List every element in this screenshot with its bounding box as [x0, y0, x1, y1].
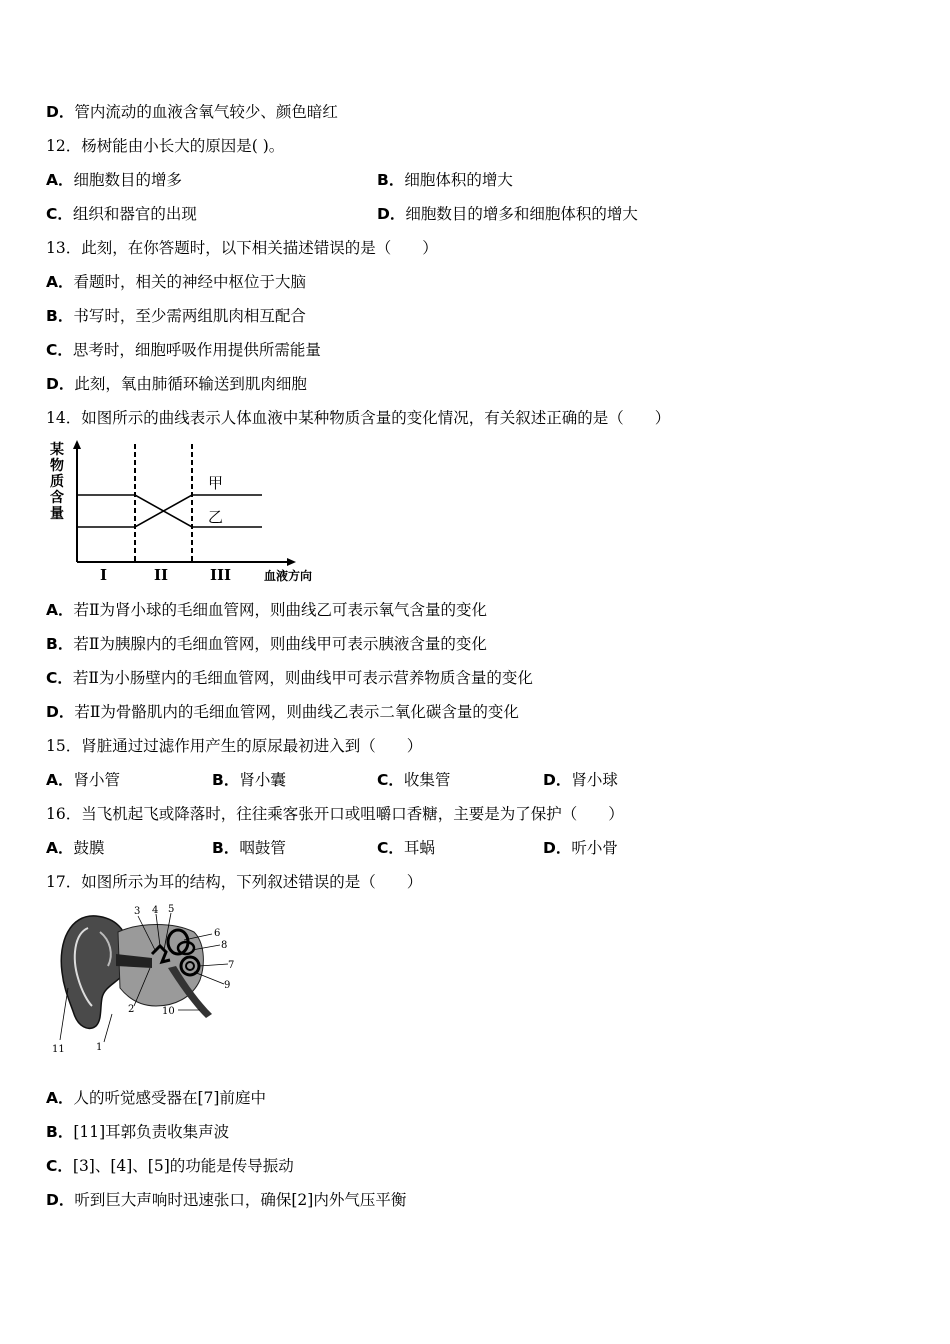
q13-option-c: [46, 340, 321, 360]
option-label: D．: [46, 703, 75, 721]
q13-option-b: [46, 306, 306, 326]
option-text: 听小骨: [571, 839, 618, 857]
q13-option-a: [46, 272, 306, 292]
q12-option-b: [377, 170, 513, 190]
option-label: C．: [46, 669, 73, 687]
q14-curve-figure: [44, 438, 344, 586]
q16-option-b: [212, 838, 286, 858]
q17-option-c: [46, 1156, 294, 1176]
q14-option-b: [46, 634, 487, 654]
q16-option-a: [46, 838, 105, 858]
ear-label-5: 5: [168, 904, 175, 915]
option-text: 人的听觉感受器在[7]前庭中: [73, 1089, 266, 1107]
q17-ear-figure: [44, 902, 254, 1058]
option-label: B．: [212, 839, 240, 857]
option-label: A．: [46, 171, 74, 189]
curve-yi: [77, 495, 262, 527]
ear-label-6: 6: [214, 928, 221, 939]
option-text: 若Ⅱ为肾小球的毛细血管网，则曲线乙可表示氧气含量的变化: [73, 601, 488, 619]
option-label: B．: [377, 171, 405, 189]
option-label: C．: [46, 205, 73, 223]
q17-stem: 17．如图所示为耳的结构，下列叙述错误的是（ ）: [46, 873, 423, 891]
curve-jia: [77, 495, 262, 527]
option-label: D．: [46, 103, 75, 121]
option-label: D．: [377, 205, 406, 223]
q17-option-d: [46, 1190, 406, 1210]
ear-label-9: 9: [224, 980, 231, 991]
option-label: C．: [46, 1157, 73, 1175]
option-label: B．: [46, 1123, 74, 1141]
q15-option-d: [543, 770, 618, 790]
option-label: D．: [543, 839, 572, 857]
q12-option-c: [46, 204, 197, 224]
option-text: 思考时，细胞呼吸作用提供所需能量: [72, 341, 321, 359]
option-text: 肾小管: [73, 771, 121, 789]
q11-option-d: [46, 102, 338, 122]
ear-label-4: 4: [152, 905, 159, 916]
q16-option-c: [377, 838, 435, 858]
y-axis-label-char: 质: [50, 474, 64, 490]
y-axis-label-char: 某: [50, 442, 64, 458]
leader-line: [104, 1014, 112, 1042]
option-text: 肾小囊: [239, 771, 286, 789]
option-text: [3]、[4]、[5]的功能是传导振动: [72, 1157, 294, 1175]
x-axis-arrow: [287, 558, 296, 566]
q15-option-a: [46, 770, 120, 790]
y-axis-label-char: 量: [50, 506, 64, 522]
option-label: D．: [543, 771, 572, 789]
q15-stem: 15．肾脏通过过滤作用产生的原尿最初进入到（ ）: [46, 737, 423, 755]
option-text: 细胞体积的增大: [404, 171, 513, 189]
q15-option-c: [377, 770, 450, 790]
option-text: 咽鼓管: [239, 839, 286, 857]
segment-label-3: III: [210, 566, 232, 584]
q12-option-a: [46, 170, 182, 190]
q13-option-d: [46, 374, 307, 394]
option-text: 肾小球: [571, 771, 618, 789]
curve-yi-label: 乙: [208, 508, 224, 526]
option-text: 管内流动的血液含氧气较少、颜色暗红: [74, 103, 338, 121]
q13-stem: 13．此刻，在你答题时，以下相关描述错误的是（ ）: [46, 239, 438, 257]
option-text: 若Ⅱ为小肠壁内的毛细血管网，则曲线甲可表示营养物质含量的变化: [72, 669, 533, 687]
q17-option-a: [46, 1088, 266, 1108]
option-label: C．: [377, 771, 404, 789]
q12-option-d: [377, 204, 638, 224]
x-axis-label: 血液方向: [264, 569, 313, 583]
q14-option-c: [46, 668, 533, 688]
option-label: A．: [46, 839, 74, 857]
ear-label-3: 3: [134, 906, 141, 917]
q17-option-b: [46, 1122, 229, 1142]
option-label: D．: [46, 1191, 75, 1209]
q12-stem: 12．杨树能由小长大的原因是( )。: [46, 137, 285, 155]
ear-label-11: 11: [52, 1044, 65, 1055]
q15-option-b: [212, 770, 286, 790]
ear-label-2: 2: [128, 1004, 135, 1015]
option-text: 听到巨大声响时迅速张口，确保[2]内外气压平衡: [74, 1191, 407, 1209]
q14-option-a: [46, 600, 487, 620]
option-label: A．: [46, 771, 74, 789]
option-label: B．: [46, 307, 74, 325]
y-axis-label-char: 含: [50, 490, 64, 506]
option-text: 书写时，至少需两组肌肉相互配合: [73, 307, 306, 325]
curve-jia-label: 甲: [208, 474, 224, 492]
q14-stem: 14．如图所示的曲线表示人体血液中某种物质含量的变化情况，有关叙述正确的是（ ）: [46, 409, 671, 427]
ear-label-7: 7: [228, 960, 235, 971]
option-text: 耳蜗: [403, 839, 435, 857]
option-text: 看题时，相关的神经中枢位于大脑: [73, 273, 307, 291]
ear-label-1: 1: [96, 1042, 103, 1053]
option-label: A．: [46, 1089, 74, 1107]
option-label: C．: [46, 341, 73, 359]
option-text: 收集管: [403, 771, 451, 789]
ear-label-10: 10: [162, 1006, 175, 1017]
option-text: 鼓膜: [73, 839, 105, 857]
leader-line: [60, 988, 68, 1040]
segment-label-2: II: [154, 566, 169, 584]
option-label: A．: [46, 273, 74, 291]
option-text: 组织和器官的出现: [72, 205, 197, 223]
option-text: 若Ⅱ为胰腺内的毛细血管网，则曲线甲可表示胰液含量的变化: [73, 635, 487, 653]
y-axis-label-char: 物: [50, 458, 64, 474]
q14-option-d: [46, 702, 519, 722]
ear-label-8: 8: [221, 940, 228, 951]
option-text: 若Ⅱ为骨骼肌内的毛细血管网，则曲线乙表示二氧化碳含量的变化: [74, 703, 519, 721]
q16-stem: 16．当飞机起飞或降落时，往往乘客张开口或咀嚼口香糖，主要是为了保护（ ）: [46, 805, 624, 823]
option-label: B．: [212, 771, 240, 789]
q16-option-d: [543, 838, 618, 858]
option-text: [11]耳郭负责收集声波: [73, 1123, 230, 1141]
y-axis-arrow: [73, 440, 81, 449]
option-text: 细胞数目的增多: [73, 171, 183, 189]
option-label: A．: [46, 601, 74, 619]
option-text: 此刻，氧由肺循环输送到肌肉细胞: [74, 375, 307, 393]
option-label: C．: [377, 839, 404, 857]
option-text: 细胞数目的增多和细胞体积的增大: [405, 205, 638, 223]
segment-label-1: I: [100, 566, 108, 584]
option-label: B．: [46, 635, 74, 653]
option-label: D．: [46, 375, 75, 393]
